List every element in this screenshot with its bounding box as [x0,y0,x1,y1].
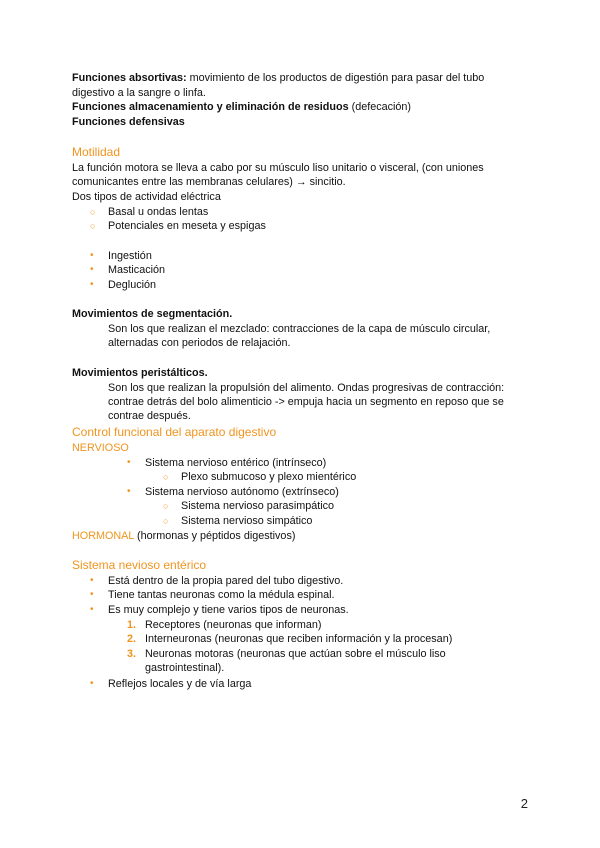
list-item: Interneuronas (neuronas que reciben información y la procesan) [145,633,453,645]
absortivas-label: Funciones absortivas: [72,72,187,84]
almacenamiento-text: (defecación) [348,101,412,113]
list-item: Plexo submucoso y plexo mientérico [181,471,357,483]
list-item: Sistema nervioso autónomo (extrínseco) [145,486,339,498]
segmentacion-title: Movimientos de segmentación. [72,308,233,320]
almacenamiento-label: Funciones almacenamiento y eliminación de residuos [72,101,349,113]
list-item: Es muy complejo y tiene varios tipos de neuronas. [108,604,349,616]
sne-heading: Sistema nevioso entérico [72,558,207,572]
segmentacion-l1: Son los que realizan el mezclado: contracciones de la capa de músculo circular, [108,323,491,335]
list-item: gastrointestinal). [145,662,225,674]
hormonal-label: HORMONAL [72,530,134,542]
bullet-icon: • [90,264,94,275]
motilidad-p1: La función motora se lleva a cabo por su músculo liso unitario o visceral, (con uniones [72,162,484,174]
bullet-icon: • [90,604,94,615]
list-item: Sistema nervioso parasimpático [181,500,335,512]
motilidad-p3: Dos tipos de actividad eléctrica [72,191,221,203]
absortivas-text: movimiento de los productos de digestión para pasar del tubo [186,72,485,84]
list-item: Receptores (neuronas que informan) [145,619,322,631]
sub-bullet-icon: ○ [163,501,169,511]
page-number: 2 [520,796,528,811]
bullet-icon: • [90,279,94,290]
peristalticos-l1: Son los que realizan la propulsión del alimento. Ondas progresivas de contracción: [108,382,505,394]
absortivas-text-2: digestivo a la sangre o linfa. [72,87,206,99]
hormonal-line [72,529,295,543]
list-item: Reflejos locales y de vía larga [108,678,252,690]
motilidad-heading: Motilidad [72,145,121,159]
list-item: Basal u ondas lentas [108,206,209,218]
sub-bullet-icon: ○ [90,207,96,217]
list-item: Deglución [108,279,157,291]
bullet-icon: • [127,486,131,497]
list-number: 3. [127,648,137,660]
motilidad-p2: comunicantes entre las membranas celulares) → sincitio. [72,176,346,188]
control-heading: Control funcional del aparato digestivo [72,425,277,439]
list-number: 1. [127,619,137,631]
list-item: Potenciales en meseta y espigas [108,220,266,232]
defensivas-label: Funciones defensivas [72,116,185,128]
peristalticos-l3: contrae después. [108,410,191,422]
bullet-icon: • [90,589,94,600]
bullet-icon: • [127,457,131,468]
segmentacion-l2: alternadas con periodos de relajación. [108,337,291,349]
sub-bullet-icon: ○ [163,472,169,482]
nervioso-label: NERVIOSO [72,442,129,454]
peristalticos-title: Movimientos peristálticos. [72,367,208,379]
sub-bullet-icon: ○ [90,221,96,231]
list-item: Masticación [108,264,166,276]
bullet-icon: • [90,575,94,586]
list-item: Neuronas motoras (neuronas que actúan sobre el músculo liso [145,648,446,660]
list-item: Está dentro de la propia pared del tubo digestivo. [108,575,344,587]
almacenamiento-line [72,100,411,114]
list-number: 2. [127,633,137,645]
sub-bullet-icon: ○ [163,516,169,526]
bullet-icon: • [90,250,94,261]
peristalticos-l2: contrae detrás del bolo alimenticio -> empuja hacia un segmento en reposo que se [108,396,504,408]
list-item: Sistema nervioso entérico (intrínseco) [145,457,327,469]
hormonal-text: (hormonas y péptidos digestivos) [134,530,296,542]
bullet-icon: • [90,678,94,689]
absortivas-line [72,71,484,85]
list-item: Tiene tantas neuronas como la médula espinal. [108,589,335,601]
list-item: Sistema nervioso simpático [181,515,313,527]
list-item: Ingestión [108,250,152,262]
